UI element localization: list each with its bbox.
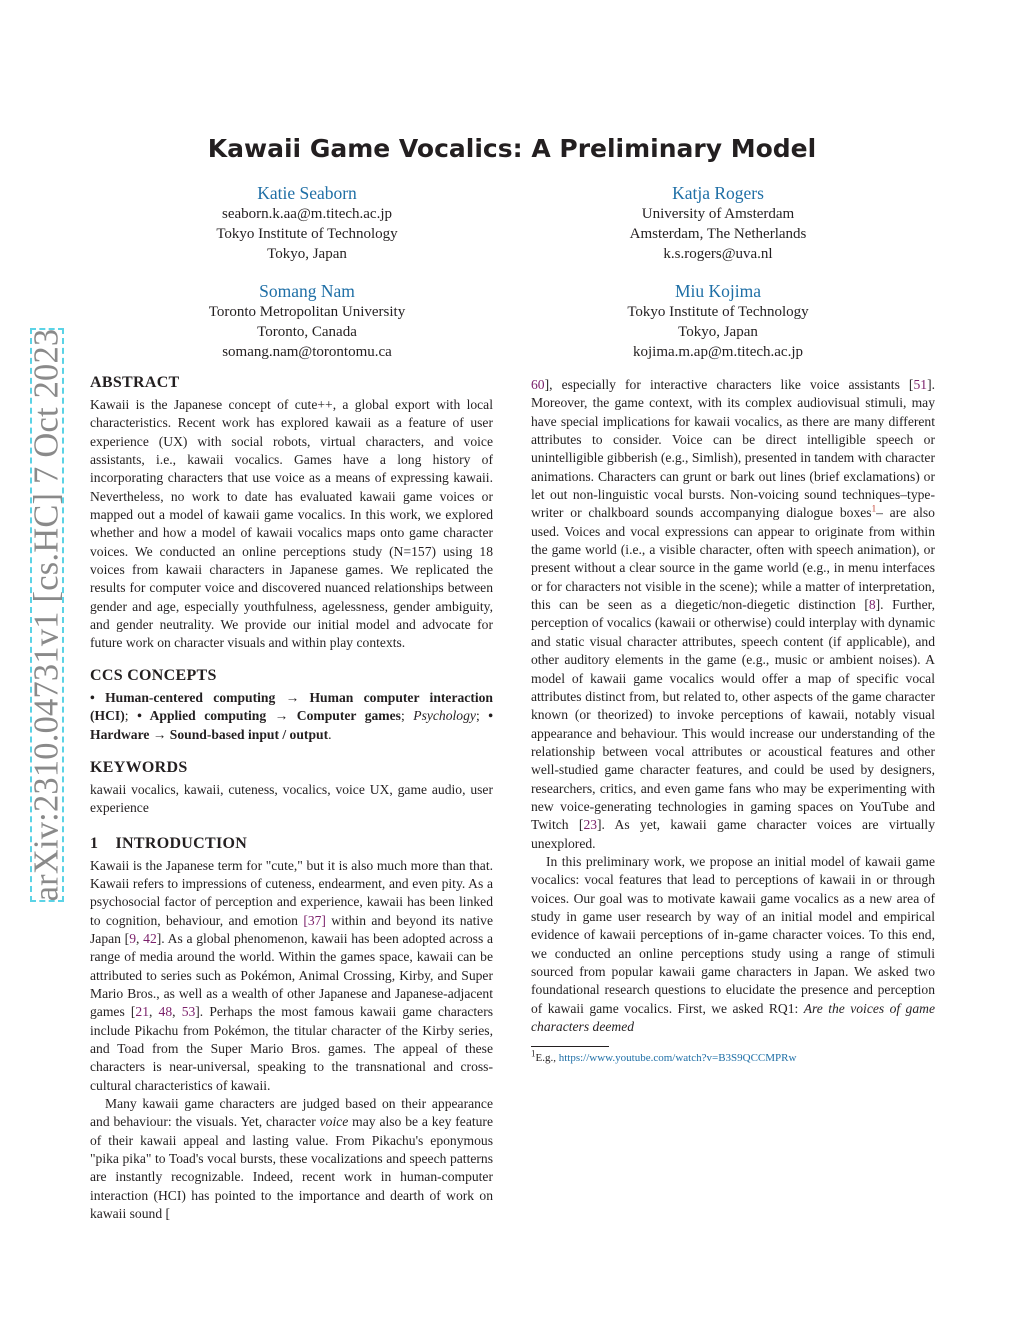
intro-paragraph-3: In this preliminary work, we propose an initial model of kawaii game vocalics: vocal features that lead to perceptions of kawaii in or through voices. Our goal was to motivate kawaii game vocalics as a new area of study in game user research by way of an initial model and empirical evidence of kawaii perceptions of in-game character voices. To this end, we conducted an online perceptions study using a range of stimuli sourced from popular kawaii game characters in Japan. We asked two foundational research questions to elucidate the presence and perception of kawaii game vocalics. First, we asked RQ1: Are the voices of game characters deemed bbox=[531, 853, 935, 1035]
intro-heading: 1 INTRODUCTION bbox=[90, 834, 248, 852]
citation-link[interactable]: 42 bbox=[143, 930, 157, 946]
author-email: seaborn.k.aa@m.titech.ac.jp bbox=[222, 206, 392, 222]
author-affiliation: Toronto Metropolitan University bbox=[208, 304, 406, 320]
footnote-mark[interactable]: 1 bbox=[871, 503, 877, 514]
citation-link[interactable]: 51 bbox=[913, 377, 928, 392]
arxiv-stamp bbox=[27, 328, 66, 902]
author-affiliation: Tokyo Institute of Technology bbox=[216, 226, 398, 242]
citation-link[interactable]: 21 bbox=[135, 1004, 149, 1020]
author-location: Tokyo, Japan bbox=[267, 246, 347, 262]
author-name[interactable]: Katja Rogers bbox=[672, 183, 764, 203]
ccs-heading: CCS CONCEPTS bbox=[90, 666, 217, 684]
footnote: $^1$E.g., https://www.youtube.com/watch?v=B3S9QCCMPRw bbox=[531, 1048, 797, 1065]
ccs-text: • Human-centered computing → Human computer interaction (HCI); • Applied computing → Computer games; Psychology; • Hardware → Sound-based input / output. bbox=[90, 689, 494, 742]
author-name[interactable]: Somang Nam bbox=[259, 281, 355, 301]
arxiv-stamp-text: arXiv:2310.04731v1 [cs.HC] 7 Oct 2023 bbox=[27, 328, 66, 902]
keywords-heading: KEYWORDS bbox=[90, 758, 188, 776]
citation-link[interactable]: [37] bbox=[303, 912, 326, 928]
author-email: k.s.rogers@uva.nl bbox=[663, 246, 773, 262]
citation-link[interactable]: 48 bbox=[158, 1004, 173, 1020]
keywords-text: kawaii vocalics, kawaii, cuteness, vocalics, voice UX, game audio, user experience bbox=[90, 781, 493, 816]
citation-link[interactable]: 8 bbox=[868, 597, 876, 613]
author-name[interactable]: Katie Seaborn bbox=[257, 183, 357, 203]
paper-title: Kawaii Game Vocalics: A Preliminary Model bbox=[207, 134, 817, 163]
left-column bbox=[90, 372, 493, 1223]
intro-paragraph-2: Many kawaii game characters are judged based on their appearance and behaviour: the visuals. Yet, character voice may also be a key feature of their kawaii appeal and lasting value. From Pikachu's eponymous "pika pika" to Toad's vocal bursts, these vocalizations and speech patterns are instantly recognizable. Indeed, recent work in human-computer interaction (HCI) has pointed to the importance and dearth of work on kawaii sound [ bbox=[90, 1096, 493, 1222]
author-email: kojima.m.ap@m.titech.ac.jp bbox=[632, 344, 804, 360]
abstract-heading: ABSTRACT bbox=[90, 374, 180, 391]
author-block bbox=[127, 182, 487, 264]
author-location: Toronto, Canada bbox=[257, 324, 357, 340]
author-block bbox=[538, 280, 898, 362]
author-affiliation: University of Amsterdam bbox=[641, 206, 795, 222]
author-affiliation: Tokyo Institute of Technology bbox=[627, 304, 809, 320]
intro-paragraph-1: Kawaii is the Japanese term for "cute," but it is also much more than that. Kawaii refers to impressions of cuteness, endearment, and even pity. As a psychosocial factor of perception and experience, kawaii has been linked to cognition, behaviour, and emotion [37] within and beyond its native Japan [9, 42]. As a global phenomenon, kawaii has been adopted across a range of media around the world. Within the games space, kawaii can be attributed to series such as Pokémon, Animal Crossing, Kirby, and Super Mario Bros., as well as a wealth of other Japanese and Japanese-adjacent games [21, 48, 53]. Perhaps the most famous kawaii game characters include Pikachu from Pokémon, the titular character of the Kirby series, and Toad from the Super Mario Bros. games. The appeal of these characters is near-universal, speaking to the transnational and cross-cultural characteristics of kawaii. bbox=[90, 857, 494, 1093]
abstract-text: Kawaii is the Japanese concept of cute++, a global export with local characteristics. Recent work has explored kawaii as a feature of user experience (UX) with social robots, virtual characters, and voice assistants, i.e., kawaii vocalics. Games have a long history of incorporating characters that use voice as a means of expressing kawaii. Nevertheless, no work to date has evaluated kawaii game voices or mapped out a model of kawaii game vocalics. In this work, we explored whether and how a model of kawaii vocalics maps onto game character voices. We conducted an online perceptions study (N=157) using 18 voices from kawaii characters in Japanese games. We replicated the results for computer voice and discovered nuanced relationships between gender and age, especially youthfulness, agelessness, gender ambiguity, and gender neutrality. We provide our initial model and advocate for future work on character visuals and within play contexts. bbox=[90, 397, 493, 651]
author-block bbox=[538, 182, 898, 264]
citation-link[interactable]: 9 bbox=[129, 930, 137, 946]
citation-link[interactable]: 23 bbox=[583, 817, 598, 833]
citation-link[interactable]: 53 bbox=[181, 1004, 196, 1020]
author-name[interactable]: Miu Kojima bbox=[674, 281, 762, 301]
author-location: Tokyo, Japan bbox=[678, 324, 758, 340]
right-column bbox=[531, 376, 935, 1065]
footnote-url[interactable]: https://www.youtube.com/watch?v=B3S9QCCMPRw bbox=[558, 1052, 797, 1065]
author-email: somang.nam@torontomu.ca bbox=[222, 344, 392, 360]
intro-paragraph-2-cont: 60], especially for interactive characters like voice assistants [51]. Moreover, the game context, with its complex audiovisual stimuli, may have special implications for kawaii vocalics, as there are many different attributes to consider. Voice can be direct intelligible speech or unintelligible gibberish (e.g., Simlish), presented in tandem with character animations. Characters can grunt or bark out lines (brief exclamations) or let out non-linguistic vocal bursts. Non-voicing sound techniques–type-writer or chalkboard sounds accompanying dialogue boxes$^1$– are also used. Voices and vocal expressions can appear to originate from within the game world (i.e., a visible character, often with speech animation), or present without a clear source in the game world (e.g., in menu interfaces or for characters not visible in the scene); while a matter of interpretation, this can be seen as a diegetic/non-diegetic distinction [8]. Further, perception of vocalics (kawaii or otherwise) could interplay with dynamic and static visual character attributes, speech content (if applicable), and other auditory elements in the game (e.g., music or ambient noises). A model of kawaii game vocalics would offer a map of specific vocal attributes distinct from, but related to, other aspects of the game character known (or theorized) to invoke perceptions of kawaii, notably visual appearance and behaviour. This would increase our understanding of the relationship between vocal attributes or acoustical features and other well-studied game character features, and could be used by designers, researchers, critics, and even game fans who may be experimenting with new voice-generating technologies in gaming spaces on YouTube and Twitch [23]. As yet, kawaii game character voices are virtually unexplored. bbox=[531, 377, 935, 851]
author-block bbox=[127, 280, 487, 362]
footnote-rule bbox=[531, 1046, 609, 1047]
citation-link[interactable]: 60 bbox=[531, 377, 545, 392]
author-location: Amsterdam, The Netherlands bbox=[629, 226, 807, 242]
